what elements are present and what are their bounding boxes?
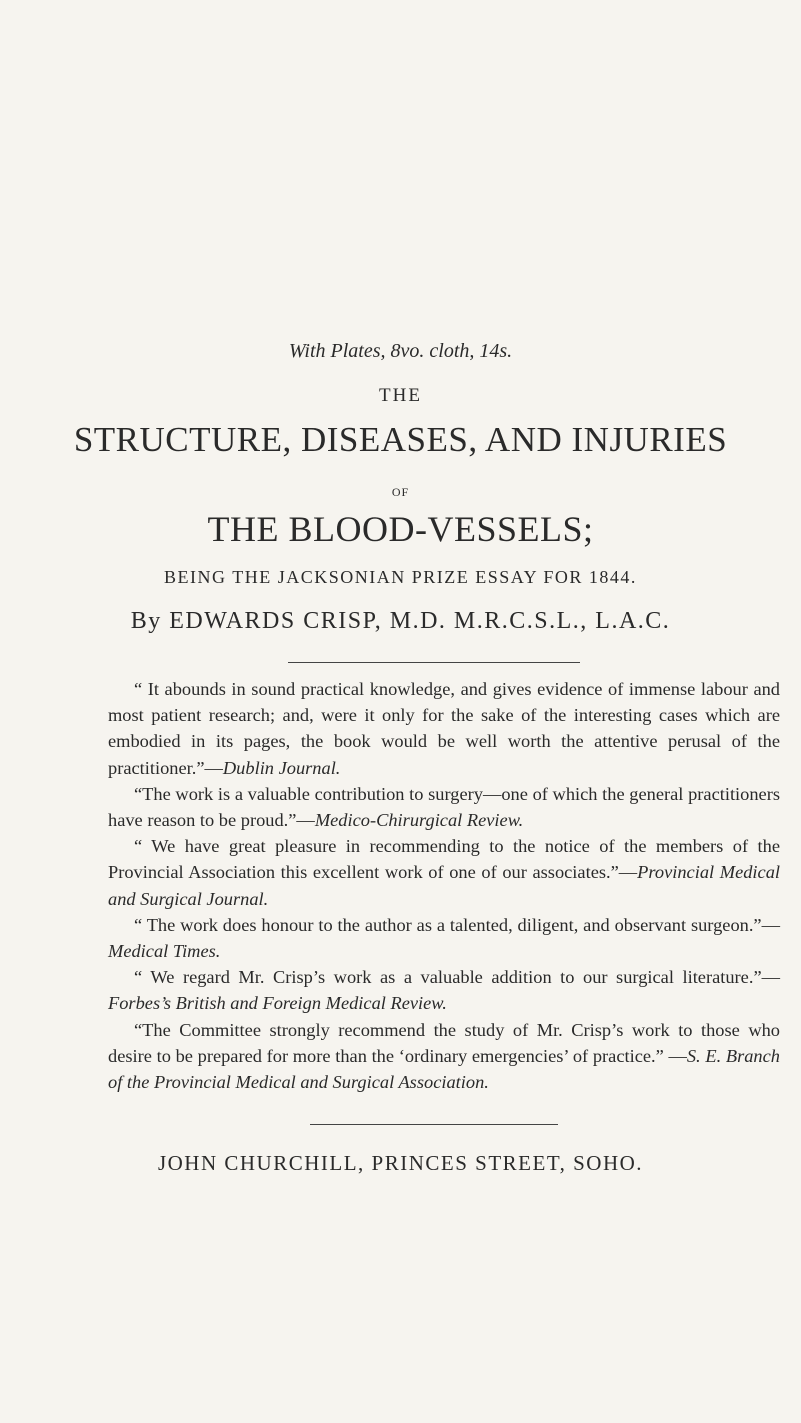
title-of: OF bbox=[391, 485, 410, 499]
review-quote: “ The work does honour to the author as a talented, diligent, and observant surgeon.”— bbox=[134, 914, 780, 935]
title-line-2: THE BLOOD-VESSELS; bbox=[207, 509, 594, 549]
divider-bottom bbox=[310, 1124, 558, 1125]
review-item bbox=[108, 964, 780, 1016]
review-item bbox=[108, 1017, 780, 1096]
review-source: Dublin Journal. bbox=[222, 757, 341, 778]
divider-top bbox=[288, 662, 580, 663]
review-list bbox=[108, 676, 780, 1095]
review-quote: “The Committee strongly recommend the study of Mr. Crisp’s work to those who desire to be prepared for more than the ‘ordinary emergencies’ of practice.” — bbox=[108, 1019, 780, 1066]
review-quote: “ We have great pleasure in recommending to the notice of the members of the Provincial Association this excellent work of one of our associates.”— bbox=[108, 836, 780, 883]
review-source: Provincial Medical and Surgical Journal. bbox=[108, 862, 780, 909]
review-source: S. E. Branch of the Provincial Medical and Surgical Association. bbox=[108, 1045, 780, 1093]
review-item bbox=[108, 676, 780, 781]
title-line-1: STRUCTURE, DISEASES, AND INJURIES bbox=[73, 420, 728, 459]
review-item bbox=[108, 833, 780, 912]
publisher-line: JOHN CHURCHILL, PRINCES STREET, SOHO. bbox=[157, 1151, 644, 1175]
review-item bbox=[108, 781, 780, 833]
review-source: Medico-Chirurgical Review. bbox=[314, 810, 524, 831]
imprint-line: With Plates, 8vo. cloth, 14s. bbox=[288, 340, 513, 362]
review-item bbox=[108, 912, 780, 964]
review-quote: “ It abounds in sound practical knowledge, and gives evidence of immense labour and most patient research; and, were it only for the sake of the interesting cases which are embodied in its pages, the book would be well worth the attentive perusal of the practitioner.”— bbox=[108, 679, 780, 778]
review-quote: “The work is a valuable contribution to surgery—one of which the general practitioners have reason to be proud.”— bbox=[108, 783, 780, 831]
title-the: THE bbox=[379, 385, 422, 406]
subtitle: BEING THE JACKSONIAN PRIZE ESSAY FOR 1844. bbox=[164, 567, 637, 587]
review-source: Medical Times. bbox=[108, 941, 221, 962]
author-line: By EDWARDS CRISP, M.D. M.R.C.S.L., L.A.C. bbox=[130, 608, 671, 634]
review-source: Forbes’s British and Foreign Medical Review. bbox=[108, 993, 447, 1014]
review-quote: “ We regard Mr. Crisp’s work as a valuable addition to our surgical literature.”— bbox=[134, 967, 780, 988]
